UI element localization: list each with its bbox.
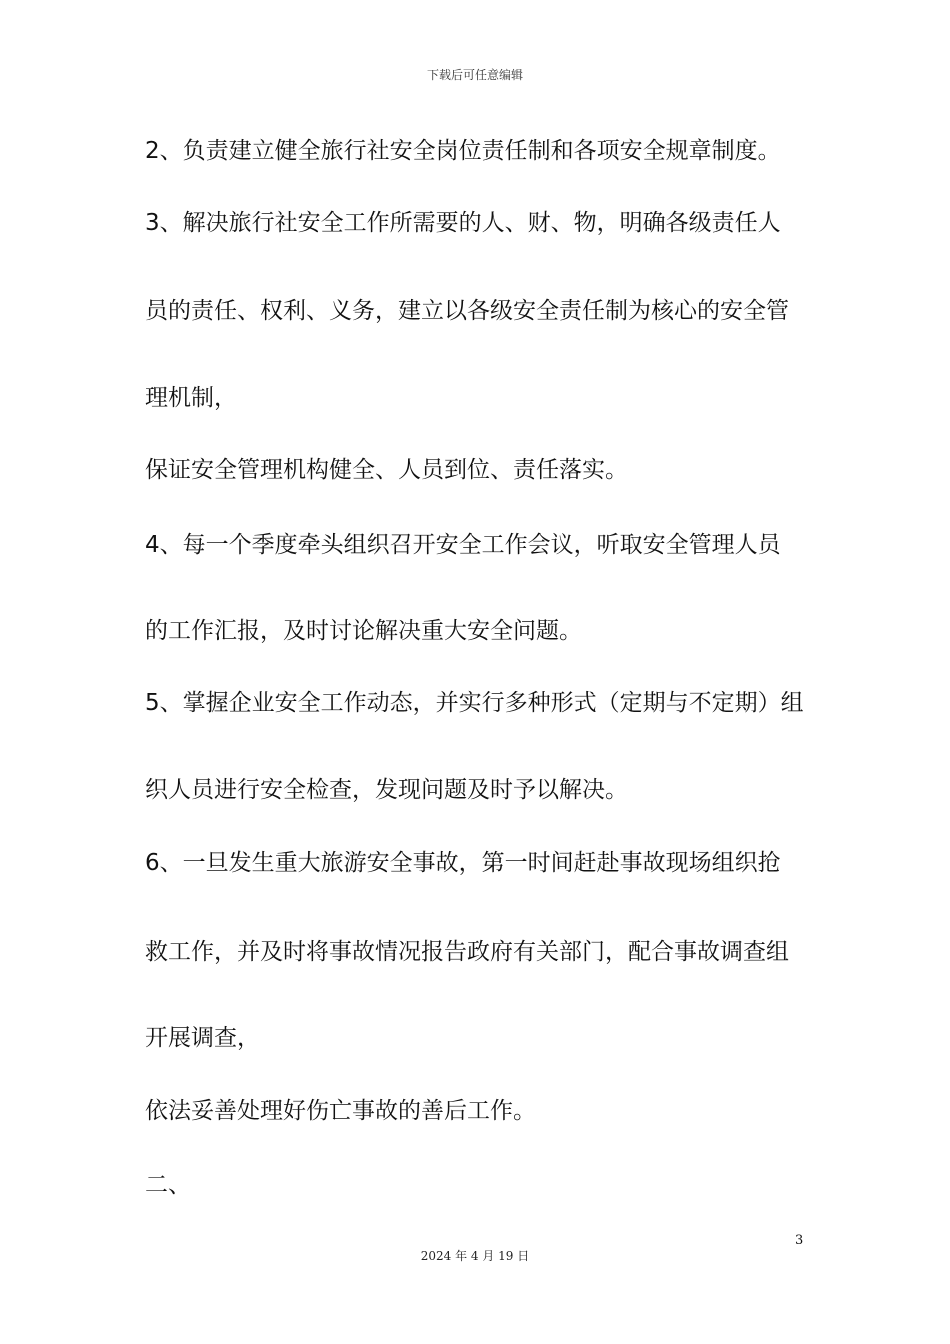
body-line: 2、负责建立健全旅行社安全岗位责任制和各项安全规章制度。 <box>145 138 781 164</box>
page-number: 3 <box>795 1233 804 1248</box>
body-line: 织人员进行安全检查，发现问题及时予以解决。 <box>145 777 628 803</box>
body-line: 依法妥善处理好伤亡事故的善后工作。 <box>145 1098 536 1124</box>
page-header: 下载后可任意编辑 <box>426 68 523 82</box>
body-line: 理机制， <box>145 385 237 411</box>
body-line: 6、一旦发生重大旅游安全事故，第一时间赶赴事故现场组织抢 <box>145 850 781 876</box>
body-line: 的工作汇报，及时讨论解决重大安全问题。 <box>145 618 582 644</box>
body-line: 保证安全管理机构健全、人员到位、责任落实。 <box>145 457 628 483</box>
body-line: 5、掌握企业安全工作动态，并实行多种形式（定期与不定期）组 <box>145 690 804 716</box>
body-line: 救工作，并及时将事故情况报告政府有关部门，配合事故调查组 <box>145 939 789 965</box>
body-line: 开展调查， <box>145 1025 260 1051</box>
body-line: 3、解决旅行社安全工作所需要的人、财、物，明确各级责任人 <box>145 210 781 236</box>
body-line: 二、 <box>145 1172 191 1198</box>
body-line: 4、每一个季度牵头组织召开安全工作会议，听取安全管理人员 <box>145 532 781 558</box>
page-footer-date: 2024 年 4 月 19 日 <box>420 1249 530 1263</box>
body-line: 员的责任、权利、义务，建立以各级安全责任制为核心的安全管 <box>145 298 789 324</box>
